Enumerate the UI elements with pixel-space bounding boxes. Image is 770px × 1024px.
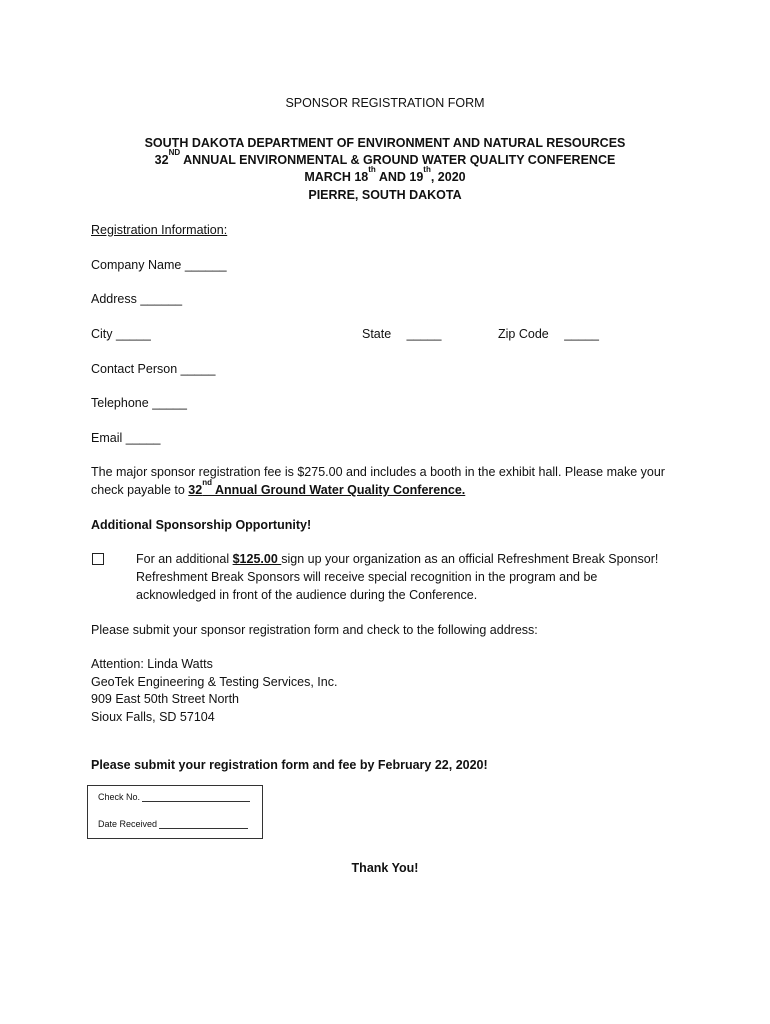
email-blank[interactable]: _____ <box>125 431 161 445</box>
fee-text-line1: The major sponsor registration fee is $275.00 and includes a booth in the exhibit hall. Please make your <box>91 465 665 479</box>
header-department: SOUTH DAKOTA DEPARTMENT OF ENVIRONMENT AND NATURAL RESOURCES <box>144 136 626 150</box>
address-label: Address <box>91 292 137 306</box>
check-number-field[interactable] <box>98 792 250 802</box>
refreshment-offer-line1: For an additional $125.00 sign up your organization as an official Refreshment Break Sponsor! <box>136 552 659 566</box>
address-field[interactable] <box>91 291 182 307</box>
check-number-label: Check No. <box>98 792 141 802</box>
check-number-line[interactable] <box>142 792 250 802</box>
email-label: Email <box>91 431 123 445</box>
date-received-label: Date Received <box>98 819 158 829</box>
header-location: PIERRE, SOUTH DAKOTA <box>308 188 462 202</box>
thank-you: Thank You! <box>351 861 419 875</box>
fee-text-line2: check payable to 32nd Annual Ground Water Quality Conference. <box>91 478 466 497</box>
contact-person-field[interactable] <box>91 361 215 377</box>
email-field[interactable] <box>91 430 161 446</box>
office-use-box <box>87 785 263 839</box>
zip-code-field[interactable] <box>498 326 599 342</box>
date-received-field[interactable] <box>98 819 248 829</box>
mailing-company: GeoTek Engineering & Testing Services, Inc. <box>91 675 338 689</box>
company-name-blank[interactable]: ______ <box>184 258 227 272</box>
registration-heading: Registration Information: <box>91 223 228 237</box>
header-conference: 32ND ANNUAL ENVIRONMENTAL & GROUND WATER QUALITY CONFERENCE <box>154 148 616 167</box>
city-field[interactable] <box>91 326 151 342</box>
payee-name: 32nd Annual Ground Water Quality Conference. <box>188 478 466 497</box>
form-title: SPONSOR REGISTRATION FORM <box>285 96 485 110</box>
city-label: City <box>91 327 113 341</box>
refreshment-amount: $125.00 <box>232 552 282 566</box>
state-label: State <box>362 327 392 341</box>
state-field[interactable] <box>362 326 441 342</box>
additional-sponsorship-heading: Additional Sponsorship Opportunity! <box>91 518 312 532</box>
contact-person-blank[interactable]: _____ <box>180 362 216 376</box>
zip-code-label: Zip Code <box>498 327 549 341</box>
city-blank[interactable]: _____ <box>116 327 151 341</box>
contact-person-label: Contact Person <box>91 362 178 376</box>
zip-code-blank[interactable]: _____ <box>564 327 599 341</box>
refreshment-offer-line2: Refreshment Break Sponsors will receive special recognition in the program and be <box>136 570 598 584</box>
header-dates: MARCH 18th AND 19th, 2020 <box>304 165 466 184</box>
date-received-line[interactable] <box>159 819 248 829</box>
address-blank[interactable]: ______ <box>140 292 183 306</box>
state-blank[interactable]: _____ <box>406 327 442 341</box>
refreshment-sponsor-checkbox[interactable] <box>92 553 104 565</box>
refreshment-offer-line3: acknowledged in front of the audience during the Conference. <box>136 588 478 602</box>
mailing-street: 909 East 50th Street North <box>91 692 240 706</box>
company-name-field[interactable] <box>91 257 227 273</box>
mailing-city: Sioux Falls, SD 57104 <box>91 710 215 724</box>
submit-instruction: Please submit your sponsor registration form and check to the following address: <box>91 623 538 637</box>
telephone-label: Telephone <box>91 396 149 410</box>
mailing-attention: Attention: Linda Watts <box>91 657 213 671</box>
telephone-field[interactable] <box>91 395 187 411</box>
telephone-blank[interactable]: _____ <box>152 396 187 410</box>
company-name-label: Company Name <box>91 258 182 272</box>
deadline-notice: Please submit your registration form and fee by February 22, 2020! <box>91 758 488 772</box>
